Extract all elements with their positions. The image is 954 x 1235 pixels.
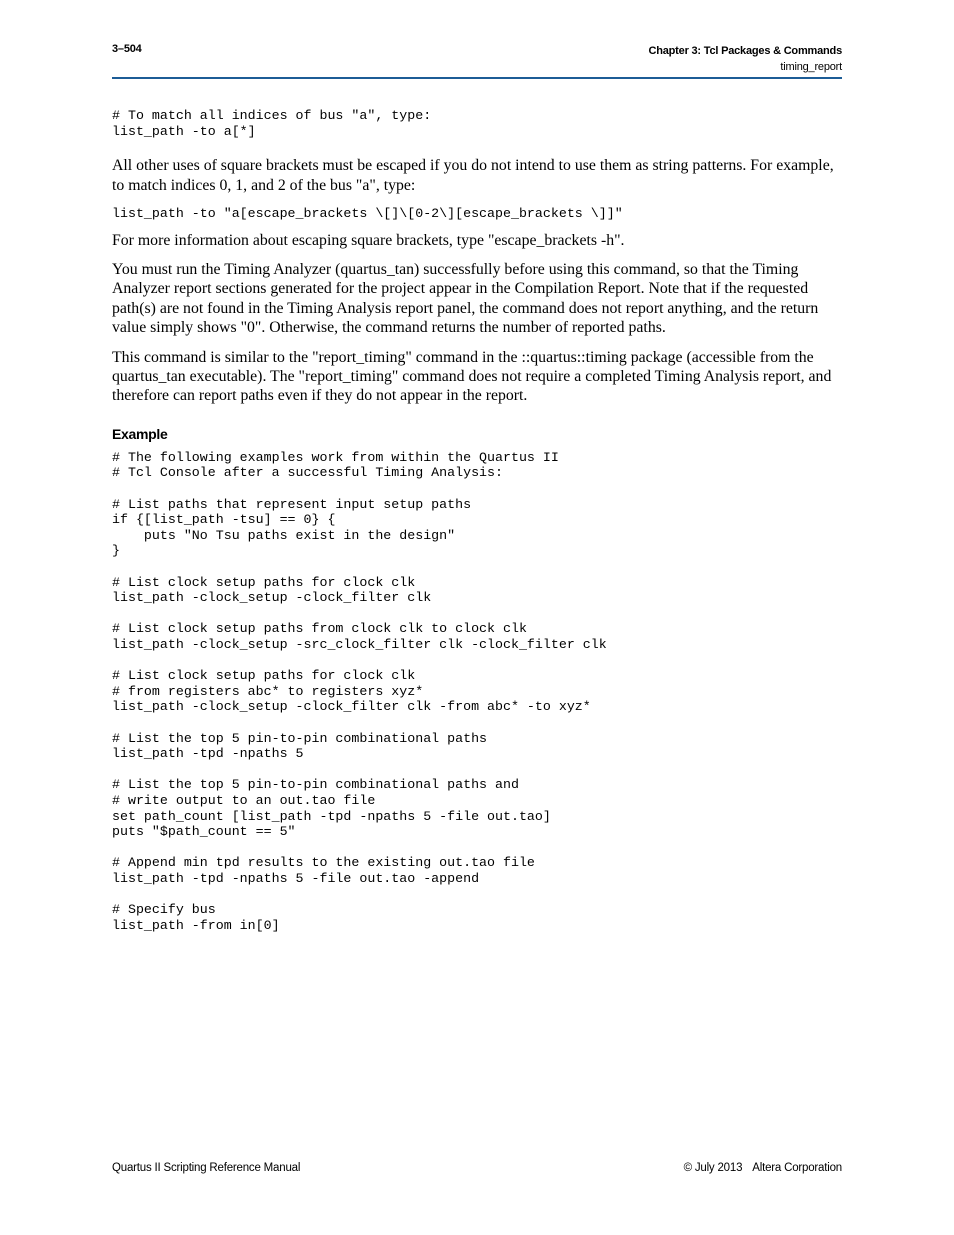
example-heading: Example	[112, 425, 168, 442]
footer-date: © July 2013	[683, 1162, 743, 1174]
footer-company: Altera Corporation	[752, 1162, 842, 1174]
paragraph-square-brackets: All other uses of square brackets must be escaped if you do not intend to use them as string patterns. For example, to match indices 0, 1, and 2 of the bus "a", type:	[112, 157, 834, 194]
paragraph-timing-analyzer: You must run the Timing Analyzer (quartus_tan) successfully before using this command, so that the Timing Analyzer report sections generated for the project appear in the Compilation Report. Note that if the requested path(s) are not found in the Timing Analysis report panel, the command does not report anything, and the return value simply shows "0". Otherwise, the command returns the number of reported paths.	[112, 261, 819, 337]
paragraph-escape-info: For more information about escaping square brackets, type "escape_brackets -h".	[112, 231, 625, 249]
code-block-escape-brackets: list_path -to "a[escape_brackets \[]\[0-2\][escape_brackets \]]"	[112, 206, 623, 221]
running-header	[648, 43, 842, 75]
code-block-match-indices: # To match all indices of bus "a", type: list_path -to a[*]	[112, 108, 432, 139]
footer-info	[684, 1162, 842, 1174]
paragraph-report-timing: This command is similar to the "report_timing" command in the ::quartus::timing package (accessible from the quartus_tan executable). The "report_timing" command does not require a completed Timing Analysis report, and therefore can report paths even if they do not appear in the report.	[112, 348, 832, 405]
page-content	[112, 108, 842, 933]
section-title: timing_report	[780, 61, 842, 73]
code-block-examples: # The following examples work from within the Quartus II # Tcl Console after a successful Timing Analysis: # List paths that represent input setup paths if {[list_path -tsu] == 0} { puts "No Tsu paths exist in the design" } # List clock setup paths for clock clk list_path -clock_setup -clock_filter clk # List clock setup paths from clock clk to clock clk list_path -clock_setup -src_clock_filter clk -clock_filter clk # List clock setup paths for clock clk # from registers abc* to registers xyz* list_path -clock_setup -clock_filter clk -from abc* -to xyz* # List the top 5 pin-to-pin combinational paths list_path -tpd -npaths 5 # List the top 5 pin-to-pin combinational paths and # write output to an out.tao file set path_count [list_path -tpd -npaths 5 -file out.tao] puts "$path_count == 5" # Append min tpd results to the existing out.tao file list_path -tpd -npaths 5 -file out.tao -append # Specify bus list_path -from in[0]	[112, 449, 607, 933]
page-number: 3–504	[112, 43, 142, 55]
chapter-title: Chapter 3: Tcl Packages & Commands	[648, 45, 842, 57]
footer-manual-title: Quartus II Scripting Reference Manual	[112, 1162, 301, 1174]
header-rule	[112, 77, 842, 79]
